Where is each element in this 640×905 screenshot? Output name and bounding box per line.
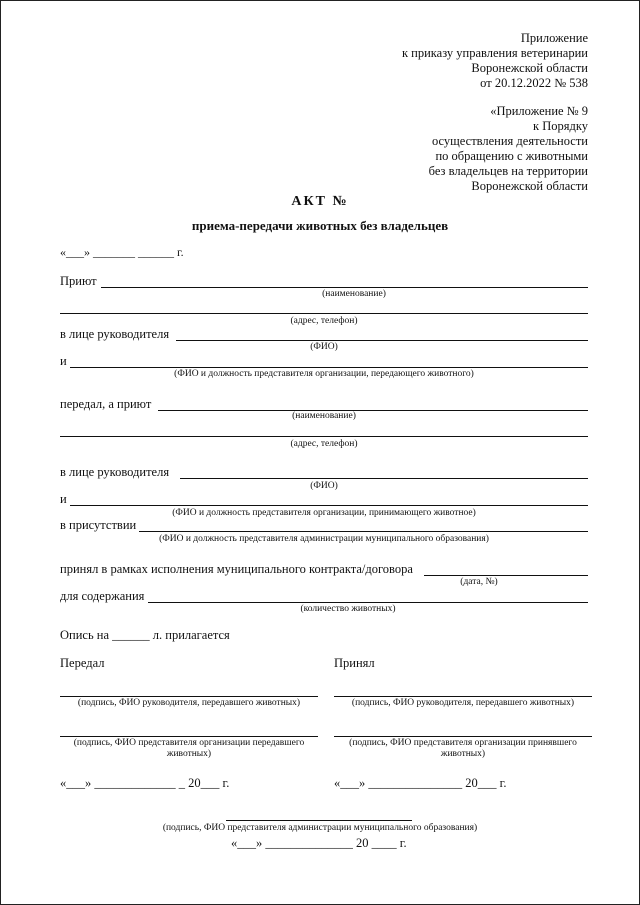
receiving-shelter-name-caption: (наименование) — [292, 411, 356, 421]
shelter-name-caption: (наименование) — [322, 289, 386, 299]
shelter-label: Приют — [60, 274, 97, 288]
receiving-rep-line[interactable] — [70, 505, 588, 506]
head-label-2: в лице руководителя — [60, 465, 170, 479]
admin-signature-caption: (подпись, ФИО представителя администрации муниципального образования) — [162, 823, 478, 833]
right-rep-signature-caption: (подпись, ФИО представителя организации принявшего животных) — [349, 738, 577, 759]
appendix9-line-1: «Приложение № 9 — [490, 104, 588, 118]
admin-rep-caption: (ФИО и должность представителя администрации муниципального образования) — [159, 534, 489, 544]
admin-signature-line[interactable] — [226, 820, 412, 821]
transferring-rep-caption: (ФИО и должность представителя организации, передающего животного) — [174, 369, 474, 379]
admin-rep-line[interactable] — [139, 531, 588, 532]
receiving-shelter-address-caption: (адрес, телефон) — [290, 439, 358, 449]
inventory-text: Опись на ______ л. прилагается — [60, 628, 230, 642]
left-signature-date: «___» _____________ _ 20___ г. — [60, 776, 230, 790]
act-subtitle: приема-передачи животных без владельцев — [191, 218, 449, 233]
appendix9-line-3: осуществления деятельности — [431, 134, 588, 148]
shelter-name-line[interactable] — [101, 287, 588, 288]
received-heading: Принял — [334, 656, 375, 670]
transferred-label: передал, а приют — [60, 397, 152, 411]
animal-count-line[interactable] — [148, 602, 588, 603]
right-head-signature-line[interactable] — [334, 696, 592, 697]
head-fio-line[interactable] — [176, 340, 588, 341]
shelter-address-caption: (адрес, телефон) — [290, 316, 358, 326]
left-head-signature-line[interactable] — [60, 696, 318, 697]
act-date-line: «___» _______ ______ г. — [60, 245, 184, 259]
receiving-rep-caption: (ФИО и должность представителя организации, принимающего животное) — [172, 508, 476, 518]
right-signature-date: «___» _______________ 20___ г. — [334, 776, 507, 790]
animal-count-caption: (количество животных) — [300, 604, 396, 614]
appendix9-line-6: Воронежской области — [471, 179, 588, 193]
keeping-label: для содержания — [60, 589, 145, 603]
left-head-signature-caption: (подпись, ФИО руководителя, передавшего животных) — [77, 698, 301, 708]
transferred-heading: Передал — [60, 656, 105, 670]
contract-number-caption: (дата, №) — [460, 577, 498, 587]
presence-label: в присутствии — [60, 518, 137, 532]
shelter-address-line[interactable] — [60, 313, 588, 314]
contract-label: принял в рамках исполнения муниципального контракта/договора — [60, 562, 413, 576]
and-label-2: и — [60, 492, 67, 506]
head-fio-caption-2: (ФИО) — [310, 481, 338, 491]
and-label: и — [60, 354, 67, 368]
left-rep-signature-line[interactable] — [60, 736, 318, 737]
head-label: в лице руководителя — [60, 327, 170, 341]
appendix-line-4: от 20.12.2022 № 538 — [480, 76, 588, 90]
appendix9-line-5: без владельцев на территории — [428, 164, 588, 178]
act-title: АКТ № — [291, 194, 349, 209]
head-fio-line-2[interactable] — [180, 478, 588, 479]
appendix9-line-4: по обращению с животными — [435, 149, 588, 163]
appendix-line-3: Воронежской области — [471, 61, 588, 75]
left-rep-signature-caption: (подпись, ФИО представителя организации передавшего животных) — [73, 738, 305, 759]
head-fio-caption: (ФИО) — [310, 342, 338, 352]
appendix-line-1: Приложение — [520, 31, 588, 45]
right-head-signature-caption: (подпись, ФИО руководителя, передавшего животных) — [351, 698, 575, 708]
appendix-line-2: к приказу управления ветеринарии — [401, 46, 588, 60]
transferring-rep-line[interactable] — [70, 367, 588, 368]
admin-signature-date: «___» ______________ 20 ____ г. — [231, 836, 407, 850]
contract-number-line[interactable] — [424, 575, 588, 576]
receiving-shelter-address-line[interactable] — [60, 436, 588, 437]
right-rep-signature-line[interactable] — [334, 736, 592, 737]
appendix9-line-2: к Порядку — [533, 119, 588, 133]
